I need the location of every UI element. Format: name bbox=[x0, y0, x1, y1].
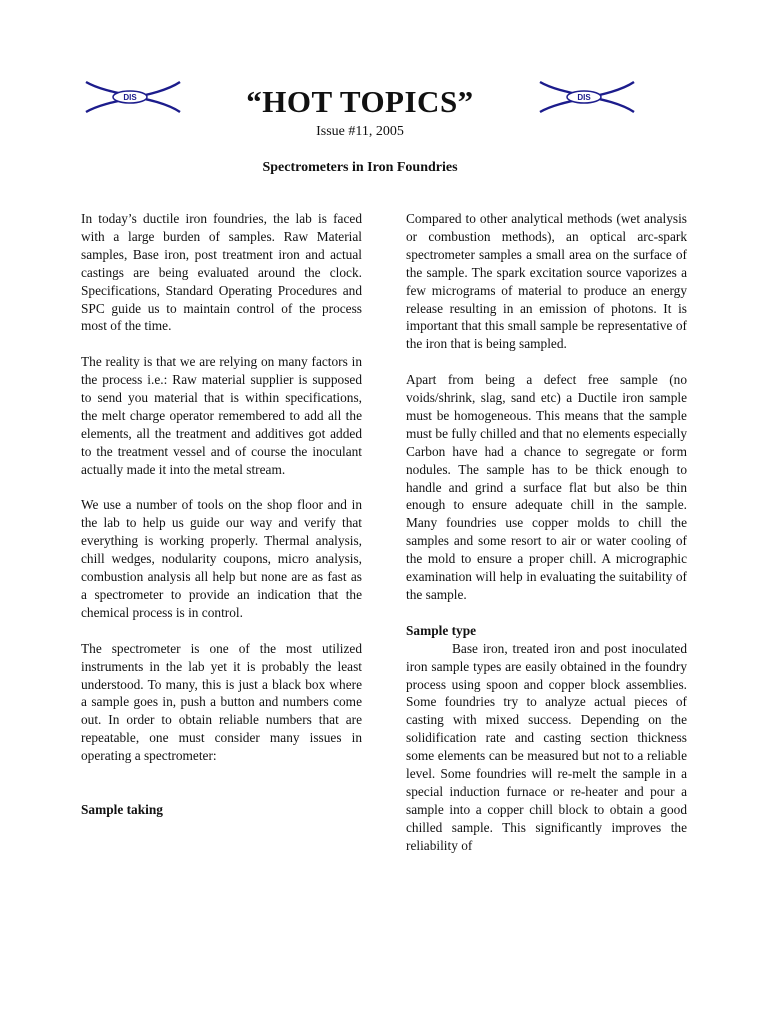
left-column bbox=[81, 210, 362, 819]
issue-label: Issue #11, 2005 bbox=[316, 124, 404, 139]
paragraph: We use a number of tools on the shop floor and in the lab to help us guide our way and verify that everything is working properly. Thermal analysis, chill wedges, nodularity coupons, micro analysis, combustion analysis all help but none are as fast as a spectrometer to provide an indication that the chemical process is in control. bbox=[81, 497, 362, 620]
logo-text: DIS bbox=[577, 93, 591, 102]
logo-text: DIS bbox=[123, 93, 137, 102]
section-heading-sample-taking: Sample taking bbox=[81, 801, 163, 817]
page-title: “HOT TOPICS” bbox=[246, 84, 474, 119]
paragraph: The reality is that we are relying on many factors in the process i.e.: Raw material supplier is supposed to send you material that is within specifications, the melt charge operator remembered to add all the elements, all the treatment and additives got added to the treatment vessel and of course the inoculant actually made it into the metal stream. bbox=[81, 354, 362, 477]
paragraph: Compared to other analytical methods (wet analysis or combustion methods), an optical arc-spark spectrometer samples a small area on the surface of the sample. The spark excitation source vaporizes a few micrograms of material to produce an energy release resulting in an emission of photons. It is important that this small sample be representative of the iron that is being sampled. bbox=[406, 211, 687, 352]
right-column bbox=[406, 210, 687, 872]
section-heading-sample-type: Sample type bbox=[406, 622, 477, 638]
paragraph: Base iron, treated iron and post inoculated iron sample types are easily obtained in the foundry process using spoon and copper block assemblies. Some foundries try to analyze actual pieces of casting with mixed success. Depending on the solidification rate and casting section thickness some elements can be measured but not to a reliable level. Some foundries will re-melt the sample in a special induction furnace or re-heater and pour a sample into a copper chill block to obtain a good chilled sample. This significantly improves the reliability of bbox=[406, 640, 687, 853]
article-title: Spectrometers in Iron Foundries bbox=[262, 160, 458, 175]
dis-logo bbox=[534, 74, 640, 120]
paragraph: Apart from being a defect free sample (no voids/shrink, slag, sand etc) a Ductile iron sample must be homogeneous. This means that the sample must be fully chilled and that no elements especially Carbon have had a chance to segregate or form nodules. The sample has to be thick enough to handle and grind a surface flat but also be thin enough to ensure adequate chill in the sample. Many foundries use copper molds to chill the samples and some resort to air or water cooling of the mold to ensure a proper chill. A micrographic examination will help in evaluating the suitability of the sample. bbox=[406, 372, 687, 603]
paragraph: The spectrometer is one of the most utilized instruments in the lab yet it is probably the least understood. To many, this is just a black box where a sample goes in, push a button and numbers come out. In order to obtain reliable numbers that are repeatable, one must consider many issues in operating a spectrometer: bbox=[81, 640, 362, 764]
paragraph: In today’s ductile iron foundries, the lab is faced with a large burden of samples. Raw Material samples, Base iron, post treatment iron and actual castings are being evaluated around the clock. Specifications, Standard Operating Procedures and SPC guide us to maintain control of the process most of the time. bbox=[81, 211, 362, 334]
dis-logo bbox=[80, 74, 186, 120]
